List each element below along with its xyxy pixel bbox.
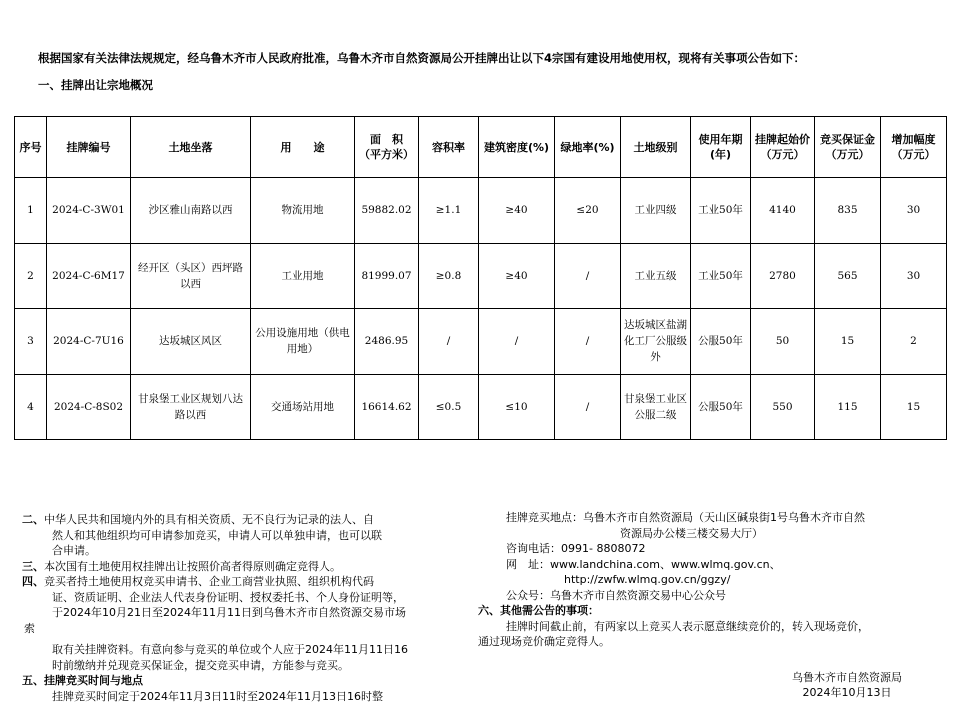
table-cell: 达坂城区风区 — [131, 309, 251, 375]
table-cell: ≥0.8 — [419, 243, 479, 309]
table-row — [15, 178, 947, 244]
table-cell: 交通场站用地 — [251, 374, 355, 440]
section-4-line-1: 竞买者持土地使用权竞买申请书、企业工商营业执照、组织机构代码 — [44, 575, 374, 588]
column-header: 增加幅度 （万元） — [881, 117, 947, 178]
section-6-line-2: 通过现场竞价确定竞得人。 — [478, 635, 610, 648]
section-4-line-4: 索 — [24, 621, 35, 635]
column-header: 建筑密度(%) — [479, 117, 555, 178]
table-cell: 2486.95 — [355, 309, 419, 375]
table-cell: 工业50年 — [691, 243, 751, 309]
table-cell: 50 — [751, 309, 815, 375]
table-cell: 4 — [15, 374, 47, 440]
table-cell: 4140 — [751, 178, 815, 244]
table-cell: 沙区雅山南路以西 — [131, 178, 251, 244]
table-cell: 3 — [15, 309, 47, 375]
table-cell: 2024-C-7U16 — [47, 309, 131, 375]
table-cell: 15 — [881, 374, 947, 440]
section-2-line-2: 然人和其他组织均可申请参加竞买，申请人可以单独申请，也可以联 — [52, 528, 382, 542]
section-6-line-1: 挂牌时间截止前，有两家以上竞买人表示愿意继续竞价的，转入现场竞价， — [506, 619, 869, 633]
table-cell: 工业50年 — [691, 178, 751, 244]
column-header: 容积率 — [419, 117, 479, 178]
signature-org: 乌鲁木齐市自然资源局 — [792, 671, 902, 684]
section-2-line-3: 合申请。 — [52, 544, 96, 557]
table-cell: 16614.62 — [355, 374, 419, 440]
column-header: 绿地率(%) — [555, 117, 621, 178]
table-cell: / — [555, 309, 621, 375]
table-cell: 115 — [815, 374, 881, 440]
table-cell: 工业四级 — [621, 178, 691, 244]
column-header: 挂牌编号 — [47, 117, 131, 178]
section-5-text: 挂牌竞买时间定于2024年11月3日11时至2024年11月13日16时整 — [52, 689, 383, 703]
table-cell: 工业五级 — [621, 243, 691, 309]
table-cell: ≤10 — [479, 374, 555, 440]
table-cell: 550 — [751, 374, 815, 440]
wechat-text: 公众号：乌鲁木齐市自然资源交易中心公众号 — [506, 588, 726, 602]
table-cell: / — [479, 309, 555, 375]
section-2-line-1: 中华人民共和国境内外的具有相关资质、无不良行为记录的法人、自 — [44, 513, 374, 526]
table-cell: 30 — [881, 178, 947, 244]
section-3-text: 本次国有土地使用权挂牌出让按照价高者得原则确定竞得人。 — [44, 559, 341, 573]
section-4-line-5: 取有关挂牌资料。有意向参与竞买的单位或个人应于2024年11月11日16 — [52, 643, 408, 656]
table-cell: 经开区（头区）西坪路以西 — [131, 243, 251, 309]
column-header: 面 积 （平方米） — [355, 117, 419, 178]
table-row — [15, 309, 947, 375]
section-4-label: 四、 — [22, 575, 44, 588]
column-header: 用 途 — [251, 117, 355, 178]
column-header: 土地级别 — [621, 117, 691, 178]
table-cell: 30 — [881, 243, 947, 309]
land-parcel-table — [14, 116, 947, 440]
signature-block — [792, 670, 902, 700]
section-2-label: 二、 — [22, 513, 44, 526]
website-line-2: http://zwfw.wlmq.gov.cn/ggzy/ — [564, 573, 731, 586]
table-cell: / — [419, 309, 479, 375]
table-cell: 565 — [815, 243, 881, 309]
table-row — [15, 374, 947, 440]
section-4-line-6: 时前缴纳并兑现竞买保证金，提交竞买申请，方能参与竞买。 — [52, 658, 349, 672]
table-cell: 2 — [15, 243, 47, 309]
table-cell: 工业用地 — [251, 243, 355, 309]
signature-date: 2024年10月13日 — [802, 686, 892, 699]
table-cell: 2024-C-6M17 — [47, 243, 131, 309]
table-row — [15, 243, 947, 309]
column-header: 土地坐落 — [131, 117, 251, 178]
table-cell: 公用设施用地（供电用地） — [251, 309, 355, 375]
table-header-row — [15, 117, 947, 178]
place-line-1: 挂牌竞买地点：乌鲁木齐市自然资源局（天山区碱泉街1号乌鲁木齐市自然 — [506, 511, 865, 524]
table-body — [15, 178, 947, 440]
intro-text: 根据国家有关法律法规规定，经乌鲁木齐市人民政府批准，乌鲁木齐市自然资源局公开挂牌出让以下4宗国有建设用地使用权，现将有关事项公告如下： — [38, 51, 805, 65]
place-line-2: 资源局办公楼三楼交易大厅） — [620, 526, 763, 540]
phone-text: 咨询电话：0991- 8808072 — [506, 542, 646, 555]
table-cell: 公服50年 — [691, 374, 751, 440]
section-6-title: 六、其他需公告的事项： — [478, 604, 599, 617]
table-cell: 1 — [15, 178, 47, 244]
table-cell: 81999.07 — [355, 243, 419, 309]
column-header: 挂牌起始价 （万元） — [751, 117, 815, 178]
section-4-line-3: 于2024年10月21日至2024年11月11日到乌鲁木齐市自然资源交易市场 — [52, 606, 406, 619]
table-cell: 达坂城区盐湖化工厂公服级外 — [621, 309, 691, 375]
website-line-1: www.landchina.com、www.wlmq.gov.cn、 — [550, 557, 781, 571]
notes-left — [22, 512, 472, 704]
table-cell: 15 — [815, 309, 881, 375]
table-cell: 2024-C-8S02 — [47, 374, 131, 440]
column-header: 竞买保证金 （万元） — [815, 117, 881, 178]
table-cell: 甘泉堡工业区公服二级 — [621, 374, 691, 440]
website-label: 网 址： — [506, 557, 550, 571]
table-cell: 2024-C-3W01 — [47, 178, 131, 244]
table-cell: ≤0.5 — [419, 374, 479, 440]
table-cell: ≥40 — [479, 178, 555, 244]
table-cell: 59882.02 — [355, 178, 419, 244]
table-cell: 2 — [881, 309, 947, 375]
notes-right — [478, 510, 948, 650]
table-cell: 甘泉堡工业区规划八达路以西 — [131, 374, 251, 440]
table-cell: / — [555, 243, 621, 309]
table-cell: ≤20 — [555, 178, 621, 244]
section-5-title: 五、挂牌竞买时间与地点 — [22, 674, 143, 687]
table-cell: 公服50年 — [691, 309, 751, 375]
section-4-line-2: 证、资质证明、企业法人代表身份证明、授权委托书、个人身份证明等， — [52, 590, 404, 604]
table-cell: ≥40 — [479, 243, 555, 309]
section-3-label: 三、 — [22, 559, 44, 573]
column-header: 序号 — [15, 117, 47, 178]
table-cell: 835 — [815, 178, 881, 244]
section-1-title: 一、挂牌出让宗地概况 — [38, 78, 153, 92]
column-header: 使用年期 (年) — [691, 117, 751, 178]
table-cell: ≥1.1 — [419, 178, 479, 244]
table-cell: / — [555, 374, 621, 440]
table-cell: 2780 — [751, 243, 815, 309]
table-cell: 物流用地 — [251, 178, 355, 244]
